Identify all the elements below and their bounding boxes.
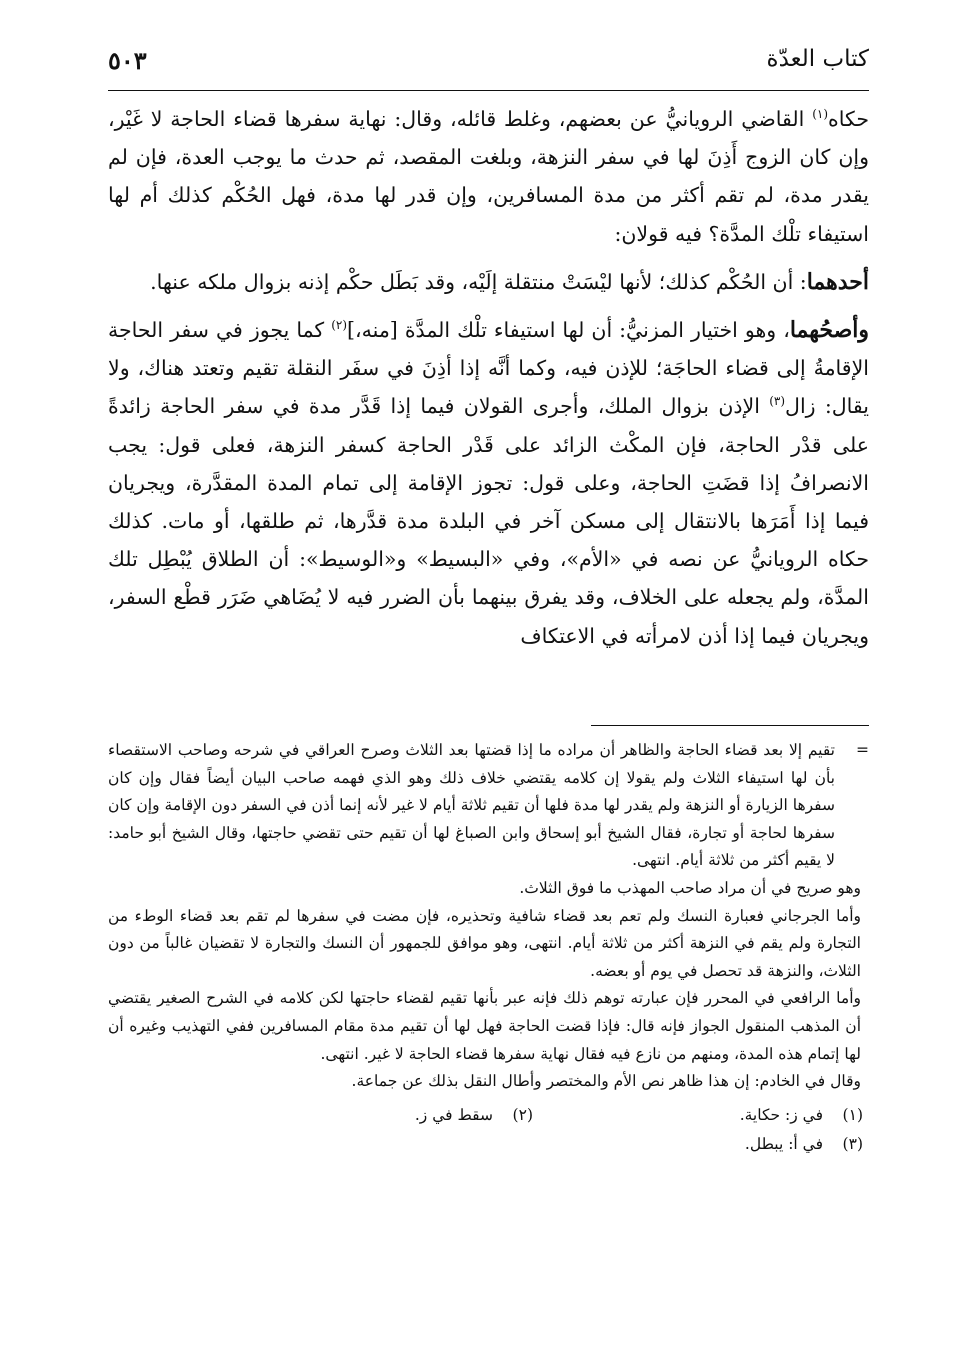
footnote-3 [533, 1131, 863, 1159]
footnote-row [108, 1131, 863, 1160]
footnote-text: سقط في ز. [414, 1105, 493, 1124]
main-text [108, 100, 869, 665]
lead-word: أحدهما [806, 268, 869, 295]
footnote-number: (٢) [512, 1105, 533, 1124]
footnote-refs [108, 1102, 869, 1160]
note-paragraph: وهو صريح في أن مراد صاحب المهذب ما فوق الثلاث. [519, 878, 861, 897]
continuation-marker: = [856, 741, 869, 759]
note-paragraph: وقال في الخادم: إن هذا ظاهر نص الأم والمختصر وأطال النقل بذلك عن جماعة. [351, 1072, 861, 1091]
running-header [108, 40, 869, 91]
footnotes [108, 737, 869, 1160]
footnote-ref-3[interactable]: (٣) [769, 394, 786, 409]
footnote-divider [591, 725, 869, 726]
note-paragraph: وأما الرافعي في المحرر فإن عبارته توهم ذلك فإنه عبر بأنها تقيم لقضاء حاجتها لكن كلامه في الشرح الصغير يقتضي أن المذهب المنقول الجواز فإنه قال: فإذا قضت الحاجة فهل لها أن تقيم مدة مقام المسافرين ففي التهذيب وغيره أن لها إتمام هذه المدة، ومنهم من نازع فيه فقال نهاية سفرها قضاء الحاجة لا غير. انتهى. [108, 989, 861, 1063]
footnote-text: في ز: حكاية. [739, 1105, 823, 1124]
paragraph-1: حكاه$^{(١)}$ القاضي الرويانيُّ عن بعضهم، وغلط قائله، وقال: نهاية سفرها قضاء الحاجة لا غَيْر، وإن كان الزوج أَذِنَ لها في سفر النزهة، وبلغت المقصد، ثم حدث ما يوجب العدة، فإن لم يقدر مدة، لم تقم أكثر من مدة المسافرين، وإن قدر لها مدة، فهل الحُكْم كذلك أم لها استيفاء تلْك المدَّة؟ فيه قولان: [108, 107, 869, 246]
footnote-ref-2[interactable]: (٢) [331, 318, 348, 333]
note-continued: = تقيم إلا بعد قضاء الحاجة والظاهر أن مراده ما إذا قضتها بعد الثلاث وصرح العراقي في شرحه وصاحب الاستقصاء بأن لها استيفاء الثلاث ولم يقولا إن كلامه يقتضي خلاف ذلك وهو الذي فهمه صاحب البيان أيضاً فقال وإن كان سفرها الزيارة أو النزهة ولم يقدر لها مدة فلها أن تقيم ثلاثة أيام لا غير لأنه إنما أذن في السفر دون الإقامة وإن كان سفرها لحاجة أو تجارة، فقال الشيخ أبو إسحاق وابن الصباغ لها أن تقيم حتى تقضي حاجتها، وقال الشيخ أبو حامد: لا يقيم أكثر من ثلاثة أيام. انتهى. [108, 737, 869, 875]
page-number: ٥٠٣ [108, 46, 147, 75]
footnote-row [108, 1102, 863, 1131]
footnote-ref-1[interactable]: (١) [812, 107, 829, 122]
paragraph-2: أحدهما: أن الحُكْم كذلك؛ لأنها ليْسَتْ منتقلة إلَيْه، وقد بَطَل حكْم إذنه بزوال ملكه عنها. [150, 268, 869, 295]
lead-word: وأصحُهما [789, 317, 869, 344]
footnote-number: (١) [842, 1105, 863, 1124]
book-title: كتاب العدّة [766, 46, 869, 72]
footnote-text: في أ: يبطل. [744, 1134, 823, 1153]
footnote-1 [533, 1102, 863, 1130]
note-paragraph: وأما الجرجاني فعبارة النسك ولم تعم بعد قضاء شافية وتحذيره، فإن مضت في سفرها لم تقم بعد قضاء الوطء من التجارة ولم يقم في النزهة أكثر من ثلاثة أيام. انتهى، وهو موافق للجمهور أن النسك والتجارة لا تقضيان غالباً من دون الثلاث، والنزهة قد تحصل في يوم أو بعضه. [108, 906, 861, 980]
footnote-number: (٣) [842, 1134, 863, 1153]
paragraph-3: وأصحُهما، وهو اختيار المزنيُّ: أن لها استيفاء تلْك المدَّة [منه،]$^{(٢)}$ كما يجوز في سفر الحاجة الإقامةُ إلى قضاء الحاجَة؛ للإذن فيه، وكما أنَّه إذا أذِنَ في سفَر النقلة تقيم وتعتد هناك، ولا يقال: زال$^{(٣)}$ الإذن بزوال الملك، وأجرى القولان فيما إذا قَدَّر مدة في سفر الحاجة زائدةً على قدْر الحاجة، فإن المكْث الزائد على قَدْر الحاجة كسفر النزهة، فعلى قول: يجب الانصرافُ إذا قضَتِ الحاجة، وعلى قول: تجوز الإقامة إلى تمام المدة المقدَّرة، ويجريان فيما إذا أَمَرَها بالانتقال إلى مسكن آخر في البلدة مدة قدَّرها، ثم طلقها، أو مات. كذلك حكاه الرويانيُّ عن نصه في «الأم»، وفي «البسيط» و«الوسيط»: أن الطلاق يُبْطِل تلك المدَّة، ولم يجعله على الخلاف، وقد يفرق بينهما بأن الضرر فيه لا يُضَاهي ضَرَر قطْع السفر، ويجريان فيما إذا أذن لامرأته في الاعتكاف [108, 317, 869, 648]
footnote-2 [203, 1102, 533, 1130]
